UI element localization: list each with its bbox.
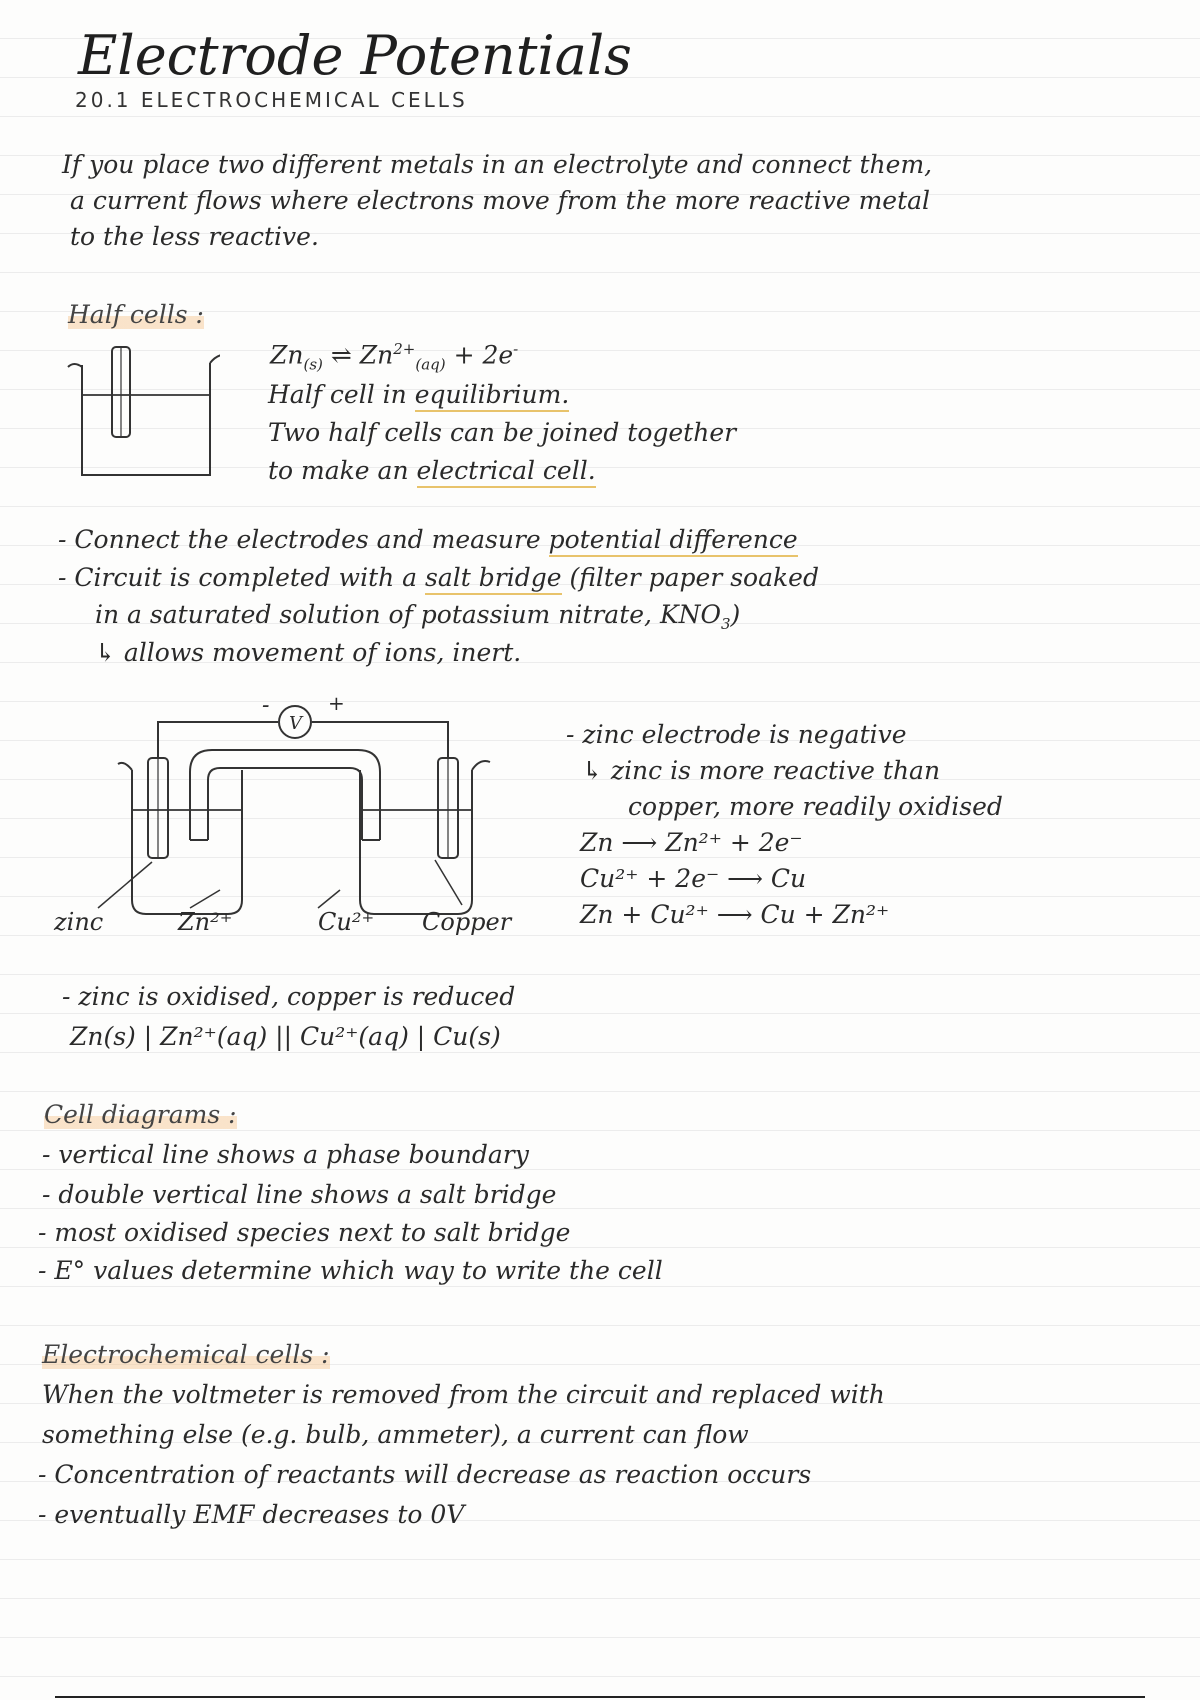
eq-ion-charge: 2+ bbox=[393, 340, 416, 358]
section-subtitle: 20.1 ELECTROCHEMICAL CELLS bbox=[75, 88, 468, 112]
cell-diagrams-item-2: - double vertical line shows a salt bridge bbox=[42, 1180, 557, 1209]
electrochemical-heading-text: Electrochemical cells : bbox=[42, 1340, 330, 1369]
half-cell-line-4-text: to make an bbox=[268, 456, 417, 485]
cell-notation: Zn(s) | Zn²⁺(aq) || Cu²⁺(aq) | Cu(s) bbox=[70, 1022, 501, 1051]
salt-bridge-term: salt bridge bbox=[425, 563, 561, 595]
electrochemical-heading bbox=[42, 1340, 330, 1369]
note-1: - zinc electrode is negative bbox=[566, 720, 907, 749]
cell-diagrams-item-4: - E° values determine which way to write the cell bbox=[38, 1256, 663, 1285]
connect-bullet-2-text: - Circuit is completed with a bbox=[58, 563, 426, 592]
label-copper-ion: Cu²⁺ bbox=[318, 908, 375, 936]
note-6: Zn + Cu²⁺ ⟶ Cu + Zn²⁺ bbox=[580, 900, 890, 929]
half-cells-heading-text: Half cells : bbox=[68, 300, 204, 329]
note-5: Cu²⁺ + 2e⁻ ⟶ Cu bbox=[580, 864, 807, 893]
eq-electrons: 2e bbox=[482, 340, 514, 370]
note-3: copper, more readily oxidised bbox=[628, 792, 1003, 821]
voltmeter-icon bbox=[279, 706, 311, 738]
page-title: Electrode Potentials bbox=[78, 24, 632, 87]
wire-right bbox=[312, 722, 448, 758]
note-2: ↳ zinc is more reactive than bbox=[582, 756, 941, 785]
half-cell-line-4 bbox=[268, 456, 596, 485]
intro-line-1: If you place two different metals in an electrolyte and connect them, bbox=[62, 150, 933, 179]
kno3-subscript: 3 bbox=[721, 615, 731, 633]
eq-zn: Zn bbox=[270, 340, 304, 370]
voltmeter-label: V bbox=[289, 713, 302, 734]
label-copper: Copper bbox=[422, 908, 512, 936]
electrochemical-line-1: When the voltmeter is removed from the circuit and replaced with bbox=[42, 1380, 885, 1409]
electrical-cell-term: electrical cell. bbox=[417, 456, 596, 488]
eq-ion-state: (aq) bbox=[415, 355, 446, 374]
half-cell-line-2-text: Half cell in bbox=[268, 380, 415, 409]
salt-bridge bbox=[190, 750, 380, 840]
eq-electron-charge: - bbox=[513, 340, 519, 358]
positive-terminal: + bbox=[328, 691, 345, 715]
connect-bullet-3-end: ) bbox=[730, 600, 741, 629]
connect-bullet-1 bbox=[58, 525, 798, 554]
label-zinc: zinc bbox=[54, 908, 104, 936]
electrochemical-line-4: - eventually EMF decreases to 0V bbox=[38, 1500, 465, 1529]
half-cell-line-3: Two half cells can be joined together bbox=[268, 418, 737, 447]
zinc-beaker bbox=[118, 763, 242, 914]
page-bottom-rule bbox=[55, 1696, 1145, 1698]
negative-terminal: - bbox=[262, 693, 270, 718]
potential-difference-term: potential difference bbox=[549, 525, 798, 557]
electrochemical-line-3: - Concentration of reactants will decrease as reaction occurs bbox=[38, 1460, 812, 1489]
connect-bullet-3-text: in a saturated solution of potassium nitrate, KNO bbox=[95, 600, 721, 629]
eq-arrow: ⇌ bbox=[330, 340, 352, 370]
note-4: Zn ⟶ Zn²⁺ + 2e⁻ bbox=[580, 828, 803, 857]
intro-line-3: to the less reactive. bbox=[70, 222, 319, 251]
cell-diagrams-heading bbox=[44, 1100, 237, 1129]
eq-zn-state: (s) bbox=[303, 355, 323, 374]
half-cell-line-2 bbox=[268, 380, 569, 409]
connect-bullet-1-text: - Connect the electrodes and measure bbox=[58, 525, 549, 554]
intro-line-2: a current flows where electrons move from the more reactive metal bbox=[70, 186, 931, 215]
cell-diagrams-item-3: - most oxidised species next to salt bridge bbox=[38, 1218, 571, 1247]
electrochemical-line-2: something else (e.g. bulb, ammeter), a current can flow bbox=[42, 1420, 749, 1449]
oxidation-line-1: - zinc is oxidised, copper is reduced bbox=[62, 982, 516, 1011]
half-cell-beaker-icon bbox=[60, 335, 220, 485]
half-cell-equation bbox=[270, 340, 518, 373]
connect-bullet-3 bbox=[95, 600, 740, 633]
connect-bullet-2-tail: (filter paper soaked bbox=[561, 563, 819, 592]
connect-bullet-2 bbox=[58, 563, 819, 592]
electrochemical-cell-diagram bbox=[40, 690, 570, 950]
equilibrium-term: equilibrium. bbox=[415, 380, 570, 412]
wire-left bbox=[158, 722, 278, 758]
cell-diagrams-item-1: - vertical line shows a phase boundary bbox=[42, 1140, 529, 1169]
eq-plus: + bbox=[453, 340, 475, 370]
connect-bullet-4: ↳ allows movement of ions, inert. bbox=[95, 638, 522, 667]
label-zinc-ion: Zn²⁺ bbox=[178, 908, 233, 936]
cell-diagrams-heading-text: Cell diagrams : bbox=[44, 1100, 237, 1129]
eq-zn-ion: Zn bbox=[359, 340, 394, 370]
half-cells-heading bbox=[68, 300, 204, 329]
